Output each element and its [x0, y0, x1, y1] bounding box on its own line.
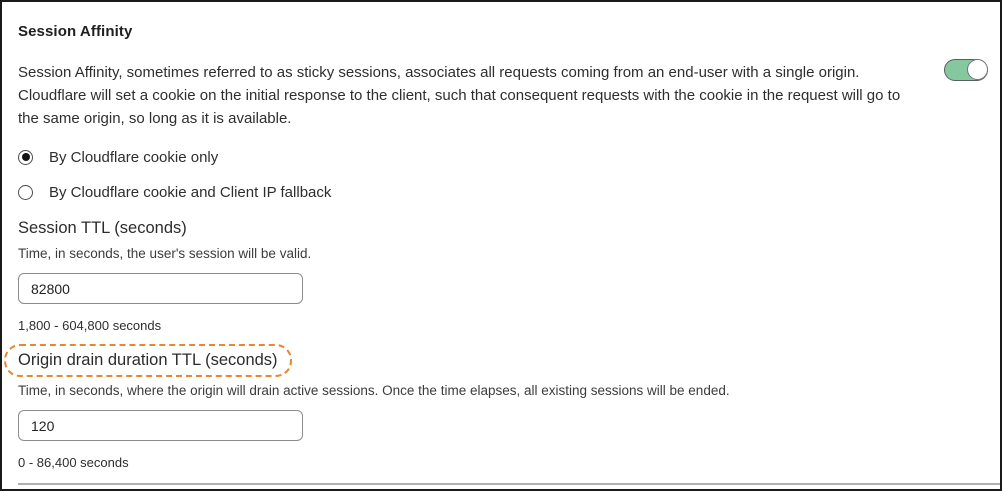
toggle-knob	[967, 59, 988, 80]
origin-drain-ttl-label: Origin drain duration TTL (seconds)	[18, 351, 278, 369]
radio-label: By Cloudflare cookie only	[49, 148, 219, 166]
panel-title: Session Affinity	[18, 23, 133, 40]
radio-cookie-only[interactable]	[18, 147, 984, 167]
affinity-mode-radio-group	[18, 147, 984, 202]
session-ttl-input[interactable]	[18, 273, 303, 304]
session-affinity-toggle[interactable]	[944, 59, 988, 81]
origin-drain-ttl-field	[18, 344, 984, 470]
dashed-highlight-annotation	[4, 344, 292, 377]
origin-drain-ttl-range-hint: 0 - 86,400 seconds	[18, 455, 129, 470]
radio-cookie-and-ip-fallback[interactable]	[18, 182, 984, 202]
radio-selected-icon[interactable]	[18, 150, 33, 165]
session-ttl-label: Session TTL (seconds)	[18, 219, 187, 237]
session-ttl-field	[18, 218, 984, 333]
origin-drain-ttl-description: Time, in seconds, where the origin will drain active sessions. Once the time elapses, all existing sessions will be ended.	[18, 383, 730, 398]
session-ttl-description: Time, in seconds, the user's session will be valid.	[18, 246, 312, 261]
section-divider	[18, 483, 1000, 485]
panel-description: Session Affinity, sometimes referred to as sticky sessions, associates all requests coming from an end-user with a single origin. Cloudflare will set a cookie on the initial response to the client, such that consequent requests with the cookie in the request will go to the same origin, so long as it is available.	[18, 64, 901, 127]
session-ttl-range-hint: 1,800 - 604,800 seconds	[18, 318, 162, 333]
radio-unselected-icon[interactable]	[18, 185, 33, 200]
origin-drain-ttl-input[interactable]	[18, 410, 303, 441]
radio-label: By Cloudflare cookie and Client IP fallback	[49, 183, 332, 201]
